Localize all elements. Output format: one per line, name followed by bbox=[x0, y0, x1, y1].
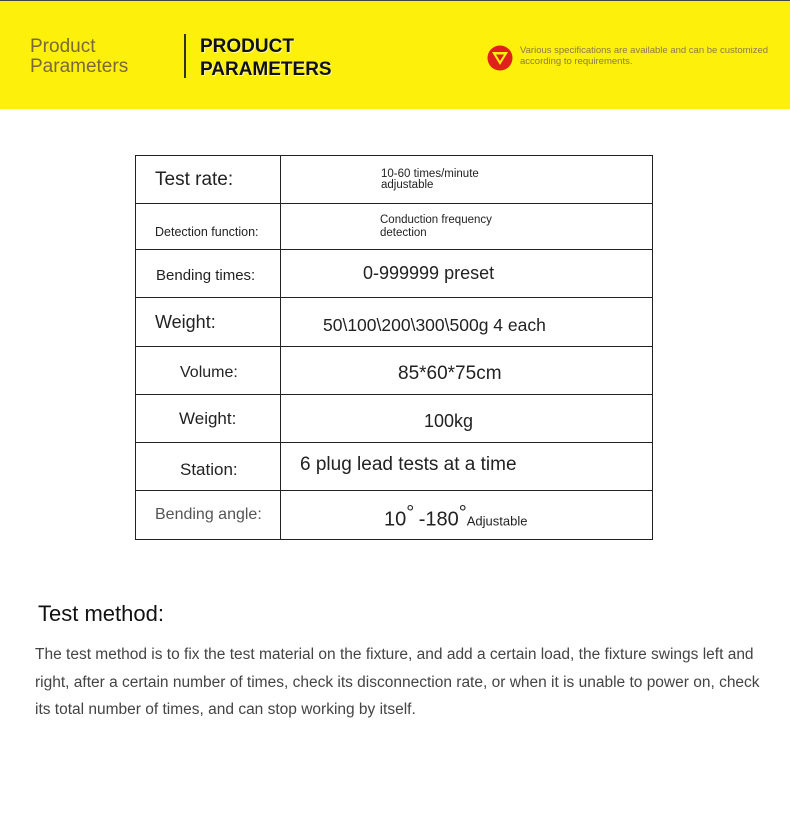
row-value-cell bbox=[281, 298, 653, 347]
table-row bbox=[136, 204, 653, 250]
header-divider bbox=[184, 34, 186, 78]
param-value-angle bbox=[281, 498, 652, 531]
row-label-cell bbox=[136, 204, 281, 250]
param-value: 85*60*75cm bbox=[398, 362, 502, 384]
param-label: Weight: bbox=[179, 408, 237, 428]
header-left-title: Product Parameters bbox=[30, 36, 129, 77]
param-value: 100kg bbox=[424, 411, 474, 431]
degree-symbol: ° bbox=[458, 502, 467, 525]
red-circle-v-icon bbox=[487, 45, 513, 71]
param-label: Detection function: bbox=[155, 224, 259, 239]
param-value: 0-999999 preset bbox=[363, 263, 495, 283]
degree-symbol: ° bbox=[406, 502, 415, 525]
table-row bbox=[136, 250, 653, 298]
test-method-title: Test method: bbox=[38, 601, 164, 626]
header-title: PRODUCT PARAMETERS bbox=[200, 36, 332, 80]
row-value-cell bbox=[281, 156, 653, 204]
row-label-cell bbox=[136, 156, 281, 204]
row-value-cell bbox=[281, 250, 653, 298]
row-label-cell bbox=[136, 491, 281, 540]
row-label-cell bbox=[136, 443, 281, 491]
row-value-cell bbox=[281, 395, 653, 443]
table-row bbox=[136, 347, 653, 395]
header-note: Various specifications are available and can be customized according to requirements. bbox=[520, 45, 769, 67]
param-label: Bending angle: bbox=[155, 506, 262, 523]
row-label-cell bbox=[136, 347, 281, 395]
table-row bbox=[136, 298, 653, 347]
param-label: Weight: bbox=[155, 311, 216, 332]
angle-adjustable: Adjustable bbox=[466, 513, 528, 529]
row-value-cell bbox=[281, 204, 653, 250]
table-row bbox=[136, 443, 653, 491]
parameters-table bbox=[135, 155, 653, 540]
table-row bbox=[136, 156, 653, 204]
param-value: 6 plug lead tests at a time bbox=[300, 453, 517, 475]
row-value-cell bbox=[281, 491, 653, 540]
row-value-cell bbox=[281, 347, 653, 395]
angle-to: -180 bbox=[418, 508, 459, 531]
angle-from: 10 bbox=[384, 508, 407, 531]
row-label-cell bbox=[136, 395, 281, 443]
row-label-cell bbox=[136, 298, 281, 347]
row-label-cell bbox=[136, 250, 281, 298]
param-value: Conduction frequency detection bbox=[380, 213, 492, 239]
param-value: 10-60 times/minute adjustable bbox=[381, 167, 479, 191]
param-label: Bending times: bbox=[156, 267, 256, 284]
row-value-cell bbox=[281, 443, 653, 491]
param-label: Test rate: bbox=[155, 168, 234, 190]
header-banner bbox=[0, 0, 790, 109]
param-label: Volume: bbox=[180, 363, 238, 381]
param-label: Station: bbox=[180, 459, 238, 479]
table-row bbox=[136, 491, 653, 540]
test-method-body: The test method is to fix the test material on the fixture, and add a certain load, the fixture swings left and right, after a certain number of times, check its disconnection rate, or when it is unable to power on, check its total number of times, and can stop working by itself. bbox=[35, 646, 760, 718]
param-value: 50\100\200\300\500g 4 each bbox=[323, 314, 546, 335]
table-row bbox=[136, 395, 653, 443]
